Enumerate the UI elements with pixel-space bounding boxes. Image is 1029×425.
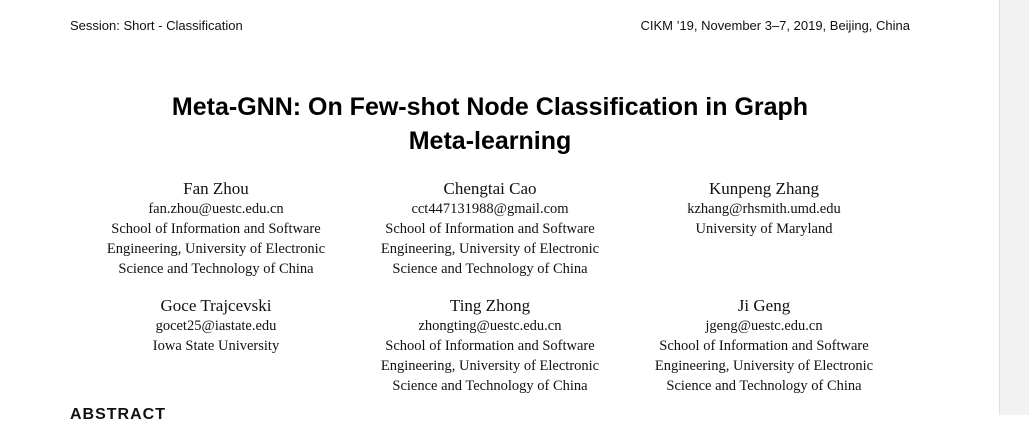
author-block [624, 178, 904, 239]
author-block [624, 295, 904, 396]
author-affiliation-line: Engineering, University of Electronic [654, 358, 874, 374]
author-affiliation-line: School of Information and Software [111, 221, 321, 237]
author-email: cct447131988@gmail.com [411, 201, 569, 217]
page-edge [999, 0, 1029, 415]
author-affiliation-line: Engineering, University of Electronic [106, 241, 326, 257]
author-block [350, 178, 630, 279]
author-email: zhongting@uestc.edu.cn [418, 318, 562, 334]
author-email: gocet25@iastate.edu [155, 318, 277, 334]
author-email: kzhang@rhsmith.umd.edu [687, 201, 841, 217]
author-block [76, 295, 356, 356]
abstract-heading: ABSTRACT [70, 406, 166, 423]
author-block [76, 178, 356, 279]
author-affiliation-line: School of Information and Software [659, 338, 869, 354]
title-line-1: Meta-GNN: On Few-shot Node Classification in Graph [171, 93, 809, 121]
paper-title [70, 90, 910, 158]
author-affiliation-line: Science and Technology of China [392, 378, 588, 394]
author-affiliation-line: Science and Technology of China [666, 378, 862, 394]
author-name: Kunpeng Zhang [708, 179, 819, 198]
author-name: Ji Geng [737, 296, 791, 315]
author-affiliation-line: Engineering, University of Electronic [380, 241, 600, 257]
author-name: Fan Zhou [183, 179, 249, 198]
author-name: Goce Trajcevski [160, 296, 272, 315]
session-label: Session: Short - Classification [70, 18, 243, 33]
author-affiliation-line: University of Maryland [695, 221, 833, 237]
author-email: jgeng@uestc.edu.cn [705, 318, 823, 334]
author-affiliation-line: Engineering, University of Electronic [380, 358, 600, 374]
author-name: Chengtai Cao [443, 179, 537, 198]
running-header [70, 18, 910, 38]
author-name: Ting Zhong [449, 296, 531, 315]
author-block [350, 295, 630, 396]
author-affiliation-line: School of Information and Software [385, 338, 595, 354]
author-email: fan.zhou@uestc.edu.cn [148, 201, 284, 217]
conference-label: CIKM ’19, November 3–7, 2019, Beijing, China [640, 18, 910, 33]
author-affiliation-line: Iowa State University [152, 338, 280, 354]
author-affiliation-line: Science and Technology of China [392, 261, 588, 277]
title-line-2: Meta-learning [408, 127, 572, 155]
author-affiliation-line: School of Information and Software [385, 221, 595, 237]
author-affiliation-line: Science and Technology of China [118, 261, 314, 277]
